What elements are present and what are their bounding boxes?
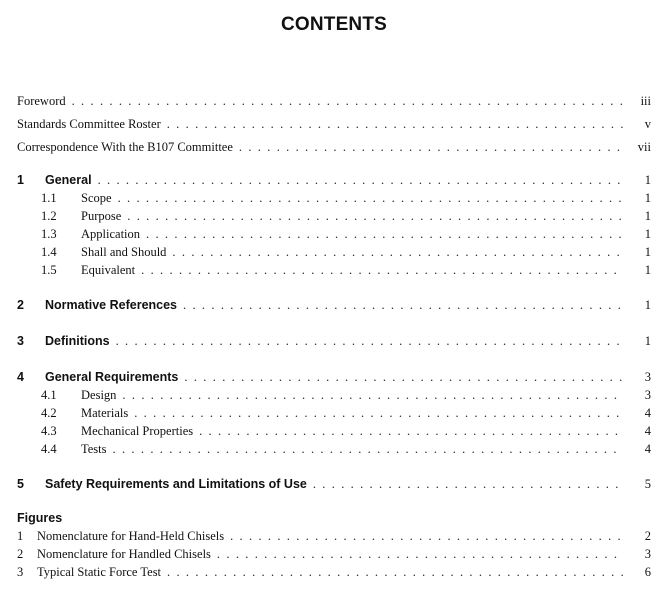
dot-leader: [230, 529, 623, 544]
subsection-label: Tests: [81, 442, 107, 456]
subsection-number: 4.2: [41, 406, 57, 420]
subsection-label: Shall and Should: [81, 245, 167, 259]
dot-leader: [183, 298, 623, 313]
section-label: Normative References: [45, 298, 178, 312]
toc-figure-1[interactable]: [17, 529, 651, 547]
figure-label: Nomenclature for Hand-Held Chisels: [37, 529, 225, 543]
figure-label: Typical Static Force Test: [37, 565, 162, 579]
figure-number: 2: [17, 547, 24, 561]
subsection-page: 1: [644, 245, 651, 259]
dot-leader: [72, 94, 623, 109]
toc-section-4[interactable]: [17, 370, 651, 388]
subsection-label: Equivalent: [81, 263, 136, 277]
dot-leader: [113, 442, 623, 457]
toc-subsection-1-1[interactable]: [41, 191, 651, 209]
toc-entry-standards-committee-roster[interactable]: [17, 117, 651, 135]
section-number: 5: [17, 477, 24, 491]
section-page: 1: [644, 173, 651, 187]
toc-subsection-1-3[interactable]: [41, 227, 651, 245]
figure-number: 3: [17, 565, 24, 579]
section-number: 2: [17, 298, 24, 312]
subsection-number: 1.4: [41, 245, 57, 259]
subsection-number: 4.3: [41, 424, 57, 438]
toc-subsection-1-4[interactable]: [41, 245, 651, 263]
figure-page: 6: [644, 565, 651, 579]
subsection-label: Materials: [81, 406, 129, 420]
toc-subsection-1-5[interactable]: [41, 263, 651, 281]
dot-leader: [313, 477, 623, 492]
toc-section-1[interactable]: [17, 173, 651, 191]
subsection-page: 1: [644, 227, 651, 241]
dot-leader: [239, 140, 623, 155]
toc-subsection-4-3[interactable]: [41, 424, 651, 442]
section-label: Definitions: [45, 334, 110, 348]
subsection-page: 1: [644, 263, 651, 277]
subsection-page: 4: [644, 424, 651, 438]
subsection-number: 4.4: [41, 442, 57, 456]
dot-leader: [134, 406, 623, 421]
dot-leader: [146, 227, 623, 242]
dot-leader: [167, 117, 623, 132]
section-number: 4: [17, 370, 24, 384]
subsection-label: Purpose: [81, 209, 122, 223]
dot-leader: [116, 334, 623, 349]
figure-page: 2: [644, 529, 651, 543]
toc-entry-page: v: [644, 117, 651, 131]
subsection-number: 1.2: [41, 209, 57, 223]
dot-leader: [118, 191, 623, 206]
dot-leader: [167, 565, 623, 580]
figure-label: Nomenclature for Handled Chisels: [37, 547, 211, 561]
dot-leader: [199, 424, 623, 439]
dot-leader: [141, 263, 623, 278]
figure-page: 3: [644, 547, 651, 561]
subsection-label: Application: [81, 227, 141, 241]
page-title: CONTENTS: [280, 14, 388, 35]
subsection-label: Scope: [81, 191, 112, 205]
toc-subsection-4-2[interactable]: [41, 406, 651, 424]
subsection-number: 4.1: [41, 388, 57, 402]
subsection-page: 3: [644, 388, 651, 402]
toc-entry-correspondence[interactable]: [17, 140, 651, 158]
dot-leader: [127, 209, 623, 224]
section-page: 1: [644, 334, 651, 348]
subsection-number: 1.5: [41, 263, 57, 277]
toc-entry-page: vii: [637, 140, 651, 154]
section-page: 3: [644, 370, 651, 384]
subsection-label: Design: [81, 388, 117, 402]
subsection-number: 1.3: [41, 227, 57, 241]
toc-entry-foreword[interactable]: [17, 94, 651, 112]
toc-entry-label: Foreword: [17, 94, 66, 108]
section-number: 3: [17, 334, 24, 348]
toc-subsection-4-4[interactable]: [41, 442, 651, 460]
subsection-number: 1.1: [41, 191, 57, 205]
figure-number: 1: [17, 529, 24, 543]
figures-heading: Figures: [17, 511, 63, 525]
toc-section-2[interactable]: [17, 298, 651, 316]
toc-subsection-4-1[interactable]: [41, 388, 651, 406]
dot-leader: [122, 388, 623, 403]
dot-leader: [184, 370, 623, 385]
dot-leader: [98, 173, 623, 188]
section-number: 1: [17, 173, 24, 187]
section-page: 5: [644, 477, 651, 491]
subsection-page: 1: [644, 209, 651, 223]
subsection-label: Mechanical Properties: [81, 424, 194, 438]
subsection-page: 4: [644, 406, 651, 420]
section-label: General Requirements: [45, 370, 179, 384]
subsection-page: 4: [644, 442, 651, 456]
toc-figure-2[interactable]: [17, 547, 651, 565]
section-label: General: [45, 173, 92, 187]
dot-leader: [217, 547, 623, 562]
subsection-page: 1: [644, 191, 651, 205]
section-label: Safety Requirements and Limitations of Use: [45, 477, 307, 491]
toc-entry-label: Correspondence With the B107 Committee: [17, 140, 233, 154]
toc-figure-3[interactable]: [17, 565, 651, 583]
dot-leader: [172, 245, 623, 260]
section-page: 1: [644, 298, 651, 312]
toc-entry-page: iii: [640, 94, 651, 108]
toc-subsection-1-2[interactable]: [41, 209, 651, 227]
toc-section-3[interactable]: [17, 334, 651, 352]
toc-entry-label: Standards Committee Roster: [17, 117, 161, 131]
toc-section-5[interactable]: [17, 477, 651, 495]
